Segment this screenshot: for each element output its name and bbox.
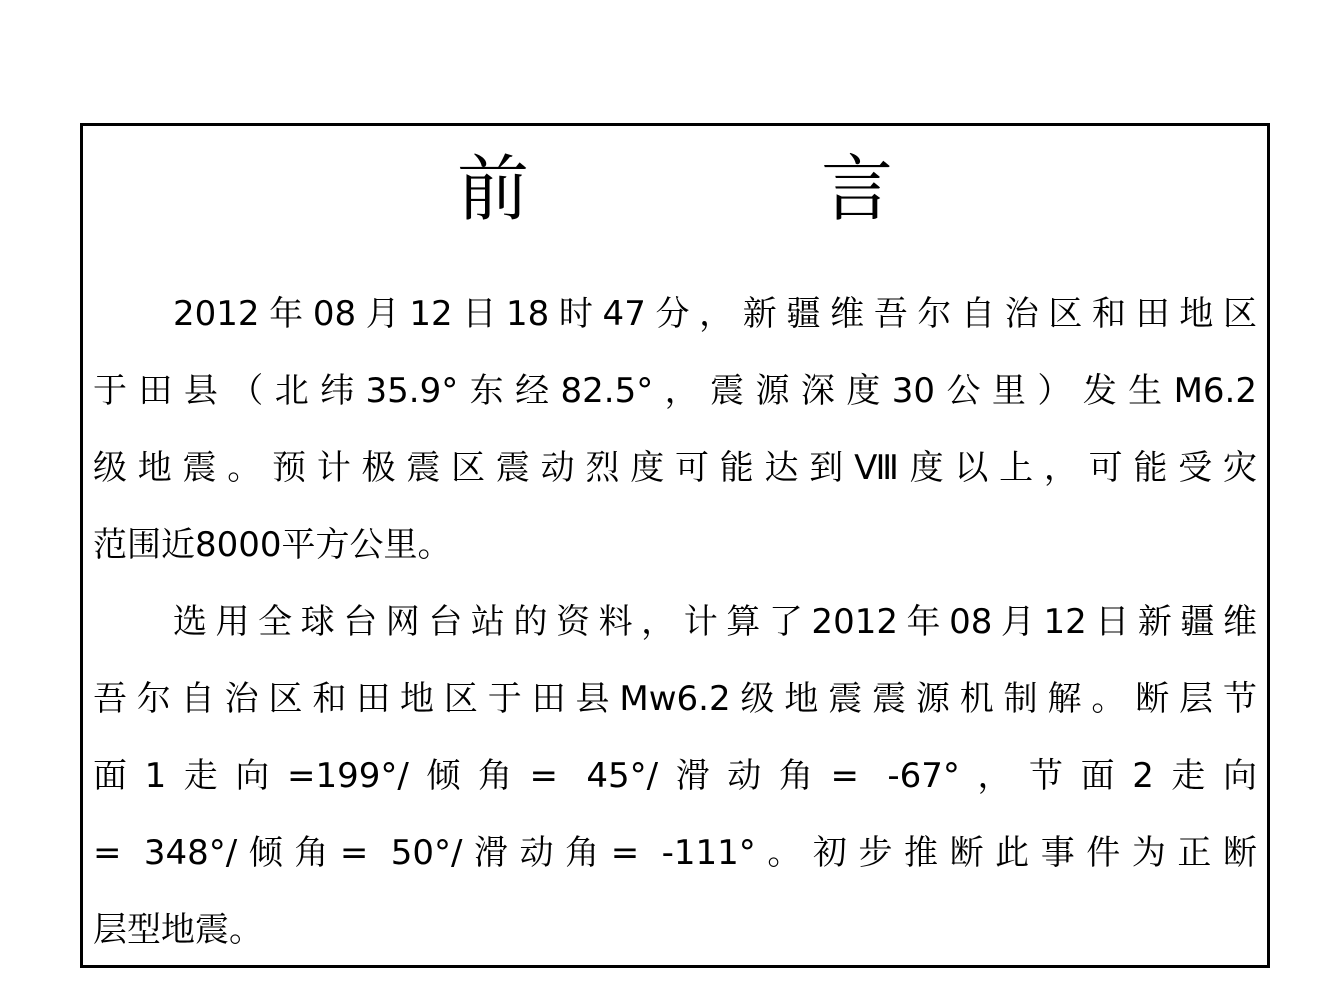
paragraph-1 (93, 276, 1257, 584)
paragraph-2-line-4: = 348°/倾角= 50°/滑动角= -111°。初步推断此事件为正断 (93, 833, 1257, 873)
paragraph-2-line-5: 层型地震。 (93, 910, 263, 950)
paragraph-2-line-1: 选用全球台网台站的资料，计算了2012年08月12日新疆维 (173, 602, 1257, 642)
paragraph-2 (93, 584, 1257, 969)
paragraph-2-line-3: 面1走向=199°/倾角= 45°/滑动角= -67°，节面2走向 (93, 756, 1257, 796)
paragraph-1-line-2: 于田县（北纬35.9°东经82.5°，震源深度30公里）发生M6.2 (93, 371, 1257, 411)
paragraph-1-line-4: 范围近8000平方公里。 (93, 525, 452, 565)
paragraph-1-line-3: 级地震。预计极震区震动烈度可能达到Ⅷ度以上，可能受灾 (93, 448, 1257, 488)
paragraph-2-line-2: 吾尔自治区和田地区于田县Mw6.2级地震震源机制解。断层节 (93, 679, 1257, 719)
body-text (93, 276, 1257, 969)
content-frame (80, 123, 1270, 968)
page-title: 前 言 (456, 147, 1003, 231)
paragraph-1-line-1: 2012年08月12日18时47分，新疆维吾尔自治区和田地区 (173, 294, 1257, 334)
